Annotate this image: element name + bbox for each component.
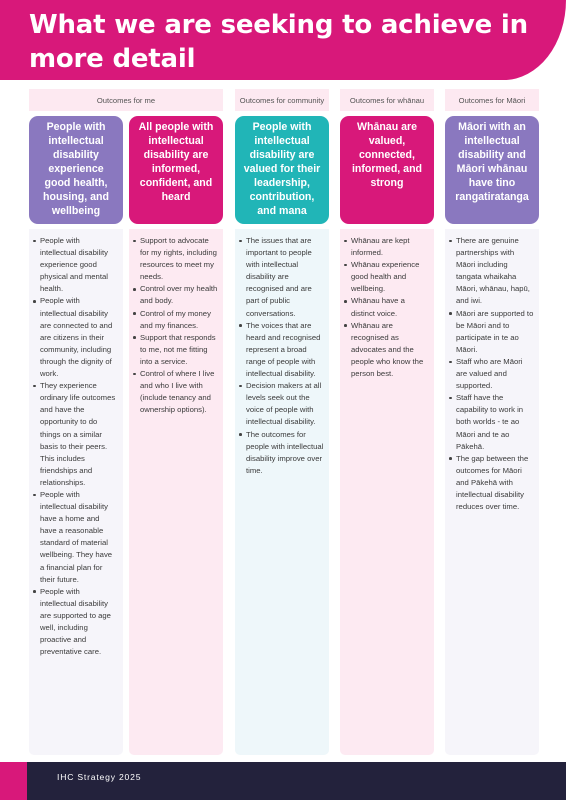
outcome-card: People with intellectual disability are valued for their leadership, contribution, and mana <box>235 116 329 224</box>
outcome-list-panel <box>29 229 123 755</box>
outcome-list <box>340 229 434 380</box>
list-item: Whānau are kept informed. <box>351 235 429 259</box>
list-item: Whānau experience good health and wellbeing. <box>351 259 429 295</box>
column-community <box>235 89 329 475</box>
col-header-community: Outcomes for community <box>235 89 329 111</box>
list-item: The outcomes for people with intellectual disability improve over time. <box>246 429 324 477</box>
col-header-maori: Outcomes for Māori <box>445 89 539 111</box>
outcome-list <box>445 229 539 513</box>
list-item: People with intellectual disability are supported to age well, including proactive and preventative care. <box>40 586 118 659</box>
footer-text: IHC Strategy 2025 <box>57 772 142 782</box>
column-whanau <box>340 89 434 379</box>
footer-bar <box>0 762 566 800</box>
outcome-list <box>129 229 223 416</box>
list-item: Staff who are Māori are valued and supported. <box>456 356 534 392</box>
footer-accent <box>0 762 27 800</box>
col-header-me: Outcomes for me <box>29 89 223 111</box>
outcome-list <box>29 229 123 658</box>
outcome-card: All people with intellectual disability are informed, confident, and heard <box>129 116 223 224</box>
list-item: People with intellectual disability have a home and have a reasonable standard of material wellbeing. They have a financial plan for their future. <box>40 489 118 586</box>
list-item: The voices that are heard and recognised represent a broad range of people with intellectual disability. <box>246 320 324 380</box>
list-item: The issues that are important to people with intellectual disability are recognised and are part of public conversations. <box>246 235 324 320</box>
outcome-list-panel <box>445 229 539 755</box>
list-item: Control over my health and body. <box>140 283 218 307</box>
list-item: Whānau have a distinct voice. <box>351 295 429 319</box>
list-item: Decision makers at all levels seek out the voice of people with intellectual disability. <box>246 380 324 428</box>
list-item: Control of my money and my finances. <box>140 308 218 332</box>
list-item: Support that responds to me, not me fitting into a service. <box>140 332 218 368</box>
outcome-card: Whānau are valued, connected, informed, and strong <box>340 116 434 224</box>
page-title: What we are seeking to achieve in more detail <box>29 10 528 74</box>
list-item: The gap between the outcomes for Māori and Pākehā with intellectual disability reduces over time. <box>456 453 534 513</box>
list-item: There are genuine partnerships with Māori including tangata whaikaha Māori, whānau, hapū, and iwi. <box>456 235 534 308</box>
list-item: People with intellectual disability experience good physical and mental health. <box>40 235 118 295</box>
list-item: Control of where I live and who I live with (include tenancy and ownership options). <box>140 368 218 416</box>
col-header-whanau: Outcomes for whānau <box>340 89 434 111</box>
column-maori <box>445 89 539 512</box>
list-item: Māori are supported to be Māori and to participate in te ao Māori. <box>456 308 534 356</box>
list-item: Staff have the capability to work in both worlds - te ao Māori and te ao Pākehā. <box>456 392 534 452</box>
list-item: People with intellectual disability are connected to and are citizens in their community, including through the dignity of work. <box>40 295 118 380</box>
list-item: Whānau are recognised as advocates and the people who know the person best. <box>351 320 429 380</box>
outcome-list-panel <box>129 229 223 755</box>
outcome-list-panel <box>235 229 329 755</box>
outcome-list <box>235 229 329 477</box>
header-banner <box>0 0 566 80</box>
outcome-card: People with intellectual disability experience good health, housing, and wellbeing <box>29 116 123 224</box>
outcome-card: Māori with an intellectual disability and Māori whānau have tino rangatiratanga <box>445 116 539 224</box>
list-item: Support to advocate for my rights, including resources to meet my needs. <box>140 235 218 283</box>
outcome-list-panel <box>340 229 434 755</box>
list-item: They experience ordinary life outcomes and have the opportunity to do things on a similar basis to their peers. This includes friendships and relationships. <box>40 380 118 489</box>
